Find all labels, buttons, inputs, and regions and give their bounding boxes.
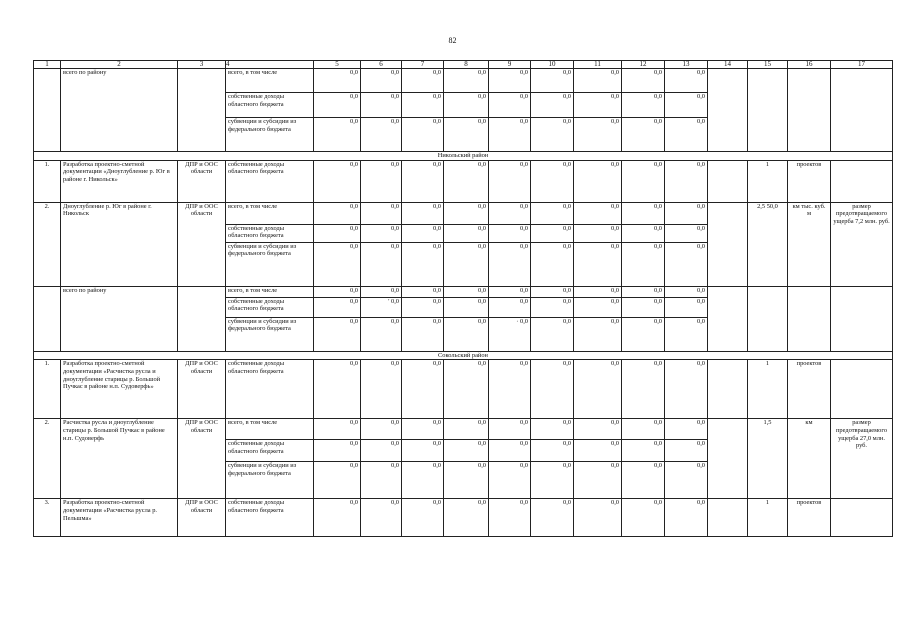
cell-value: 0,0 bbox=[361, 242, 402, 286]
row-name: Разработка проектно-сметной документации «Дноуглубление р. Юг в районе г. Никольск» bbox=[61, 160, 178, 202]
table-row bbox=[34, 360, 893, 419]
cell-value: 0,0 bbox=[622, 419, 665, 440]
row-name: Разработка проектно-сметной документации «Расчистка русла и дноуглубление старицы р. Большой Пучкас в районе н.п. Судоверфь» bbox=[61, 360, 178, 419]
cell-value: 0,0 bbox=[402, 93, 444, 118]
col-header: 8 bbox=[444, 61, 489, 69]
cell-value: 0,0 bbox=[361, 440, 402, 462]
cell-value: 0,0 bbox=[622, 69, 665, 93]
cell-value: 0,0 bbox=[574, 317, 622, 351]
section-title: Сокольский район bbox=[34, 351, 893, 360]
cell-value: 0,0 bbox=[622, 360, 665, 419]
cell-value: 0,0 bbox=[444, 118, 489, 152]
cell-value: 0,0 bbox=[574, 286, 622, 297]
cell-value: 0,0 bbox=[531, 286, 574, 297]
cell-value: 0,0 bbox=[574, 160, 622, 202]
row-number: 1. bbox=[34, 160, 61, 202]
indicator-value: 2,5 50,0 bbox=[748, 202, 788, 286]
cell-value: 0,0 bbox=[574, 419, 622, 440]
col-header: 5 bbox=[314, 61, 361, 69]
cell-value: 0,0 bbox=[489, 160, 531, 202]
cell-value: 0,0 bbox=[314, 360, 361, 419]
finance-source: субвенции и субсидии из федерального бюджета bbox=[226, 118, 314, 152]
table-row bbox=[34, 202, 893, 224]
cell-value: 0,0 bbox=[665, 462, 708, 499]
cell-value: 0,0 bbox=[444, 317, 489, 351]
cell-value: 0,0 bbox=[361, 419, 402, 440]
row-name: Расчистка русла и дноуглубление старицы р. Большой Пучкас в районе н.п. Судоверфь bbox=[61, 419, 178, 499]
col-header: 12 bbox=[622, 61, 665, 69]
cell-value: 0,0 bbox=[574, 360, 622, 419]
finance-source: собственные доходы областного бюджета bbox=[226, 499, 314, 537]
cell-value: 0,0 bbox=[314, 317, 361, 351]
cell-value: 0,0 bbox=[402, 499, 444, 537]
cell-value: 0,0 bbox=[622, 462, 665, 499]
table-row bbox=[34, 69, 893, 93]
cell-value: 0,0 bbox=[622, 93, 665, 118]
cell-value: ' 0,0 bbox=[361, 297, 402, 317]
cell-value: 0,0 bbox=[402, 202, 444, 224]
cell-value: 0,0 bbox=[622, 317, 665, 351]
col-header: 1 bbox=[34, 61, 61, 69]
cell-value: 0,0 bbox=[314, 93, 361, 118]
cell-value: 0,0 bbox=[402, 462, 444, 499]
cell-value: 0,0 bbox=[444, 297, 489, 317]
column-number-row bbox=[34, 61, 893, 69]
cell-value: 0,0 bbox=[622, 286, 665, 297]
indicator-value: 1 bbox=[748, 499, 788, 537]
executor: ДПР и ООС области bbox=[178, 202, 226, 286]
cell-value: 0,0 bbox=[574, 224, 622, 242]
cell-value: 0,0 bbox=[402, 69, 444, 93]
cell-value: 0,0 bbox=[444, 69, 489, 93]
section-row bbox=[34, 152, 893, 161]
col-header: 14 bbox=[708, 61, 748, 69]
table-row bbox=[34, 499, 893, 537]
cell-value: 0,0 bbox=[444, 462, 489, 499]
cell-value: 0,0 bbox=[665, 242, 708, 286]
cell-value: 0,0 bbox=[444, 202, 489, 224]
cell-value: 0,0 bbox=[361, 286, 402, 297]
col-header: 7 bbox=[402, 61, 444, 69]
row-name: Дноуглубление р. Юг в районе г. Никольск bbox=[61, 202, 178, 286]
cell-value: 0,0 bbox=[314, 69, 361, 93]
cell-value: 0,0 bbox=[402, 160, 444, 202]
cell-value: 0,0 bbox=[622, 242, 665, 286]
finance-source: всего, в том числе bbox=[226, 419, 314, 440]
indicator-note: размер предотвращаемого ущерба 7,2 млн. руб. bbox=[831, 202, 893, 286]
cell-value: 0,0 bbox=[665, 160, 708, 202]
cell-value: 0,0 bbox=[444, 360, 489, 419]
cell-value: 0,0 bbox=[489, 118, 531, 152]
cell-value: 0,0 bbox=[361, 224, 402, 242]
table-row bbox=[34, 160, 893, 202]
row-name: всего по району bbox=[61, 286, 178, 351]
finance-source: всего, в том числе bbox=[226, 286, 314, 297]
cell-value: 0,0 bbox=[361, 202, 402, 224]
cell-value: 0,0 bbox=[622, 440, 665, 462]
indicator-unit: км bbox=[788, 419, 831, 499]
cell-value: 0,0 bbox=[402, 419, 444, 440]
cell-value: 0,0 bbox=[489, 69, 531, 93]
cell-value: 0,0 bbox=[665, 224, 708, 242]
cell-value: 0,0 bbox=[489, 224, 531, 242]
cell-value: 0,0 bbox=[665, 499, 708, 537]
cell-value: 0,0 bbox=[531, 317, 574, 351]
indicator-value: 1 bbox=[748, 160, 788, 202]
cell-value: 0,0 bbox=[444, 286, 489, 297]
cell-value: 0,0 bbox=[489, 440, 531, 462]
row-number: 2. bbox=[34, 202, 61, 286]
cell-value: 0,0 bbox=[574, 202, 622, 224]
cell-value: 0,0 bbox=[574, 93, 622, 118]
cell-value: 0,0 bbox=[665, 419, 708, 440]
cell-value: 0,0 bbox=[361, 499, 402, 537]
col-header: 15 bbox=[748, 61, 788, 69]
cell-value: 0,0 bbox=[622, 118, 665, 152]
cell-value: 0,0 bbox=[531, 242, 574, 286]
cell-value: 0,0 bbox=[489, 93, 531, 118]
cell-value: 0,0 bbox=[665, 286, 708, 297]
executor: ДПР и ООС области bbox=[178, 360, 226, 419]
cell-value: 0,0 bbox=[444, 440, 489, 462]
finance-source: собственные доходы областного бюджета bbox=[226, 360, 314, 419]
cell-value: 0,0 bbox=[665, 360, 708, 419]
cell-value: 0,0 bbox=[444, 419, 489, 440]
row-name: Разработка проектно-сметной документации «Расчистка русла р. Пельшма» bbox=[61, 499, 178, 537]
cell-value: 0,0 bbox=[314, 440, 361, 462]
cell-value: 0,0 bbox=[444, 93, 489, 118]
cell-value: 0,0 bbox=[314, 419, 361, 440]
cell-value: 0,0 bbox=[531, 160, 574, 202]
col-header: 2 bbox=[61, 61, 178, 69]
cell-value: 0,0 bbox=[574, 462, 622, 499]
cell-value: 0,0 bbox=[574, 242, 622, 286]
finance-source: собственные доходы областного бюджета bbox=[226, 93, 314, 118]
cell-value: 0,0 bbox=[314, 118, 361, 152]
cell-value: 0,0 bbox=[665, 93, 708, 118]
cell-value: 0,0 bbox=[531, 440, 574, 462]
col-header: 17 bbox=[831, 61, 893, 69]
cell-value: 0,0 bbox=[665, 69, 708, 93]
cell-value: 0,0 bbox=[489, 360, 531, 419]
indicator-unit: проектов bbox=[788, 499, 831, 537]
finance-source: всего, в том числе bbox=[226, 69, 314, 93]
col-header: 3 bbox=[178, 61, 226, 69]
cell-value: 0,0 bbox=[489, 286, 531, 297]
finance-source: субвенции и субсидии из федерального бюджета bbox=[226, 242, 314, 286]
cell-value: 0,0 bbox=[665, 297, 708, 317]
budget-table bbox=[33, 60, 893, 537]
cell-value: 0,0 bbox=[622, 202, 665, 224]
cell-value: 0,0 bbox=[361, 462, 402, 499]
cell-value: 0,0 bbox=[531, 419, 574, 440]
cell-value: 0,0 bbox=[622, 499, 665, 537]
row-number: 3. bbox=[34, 499, 61, 537]
cell-value: 0,0 bbox=[531, 93, 574, 118]
cell-value: 0,0 bbox=[574, 69, 622, 93]
cell-value: 0,0 bbox=[314, 499, 361, 537]
cell-value: 0,0 bbox=[314, 297, 361, 317]
indicator-note: размер предотвращаемого ущерба 27,0 млн. руб. bbox=[831, 419, 893, 499]
col-header: 11 bbox=[574, 61, 622, 69]
cell-value: 0,0 bbox=[402, 224, 444, 242]
row-number: 1. bbox=[34, 360, 61, 419]
cell-value: 0,0 bbox=[361, 69, 402, 93]
cell-value: 0,0 bbox=[314, 286, 361, 297]
cell-value: · 0,0 bbox=[489, 317, 531, 351]
cell-value: 0,0 bbox=[531, 462, 574, 499]
cell-value: 0,0 bbox=[402, 297, 444, 317]
cell-value: 0,0 bbox=[531, 297, 574, 317]
finance-source: собственные доходы областного бюджета bbox=[226, 224, 314, 242]
col-header: 13 bbox=[665, 61, 708, 69]
cell-value: 0,0 bbox=[665, 317, 708, 351]
row-number: 2. bbox=[34, 419, 61, 499]
cell-value: 0,0 bbox=[489, 202, 531, 224]
cell-value: 0,0 bbox=[361, 317, 402, 351]
section-row bbox=[34, 351, 893, 360]
cell-value: 0,0 bbox=[531, 360, 574, 419]
cell-value: 0,0 bbox=[489, 462, 531, 499]
cell-value: 0,0 bbox=[574, 118, 622, 152]
cell-value: 0,0 bbox=[531, 224, 574, 242]
finance-source: субвенции и субсидии из федерального бюджета bbox=[226, 317, 314, 351]
cell-value: 0,0 bbox=[402, 360, 444, 419]
executor: ДПР и ООС области bbox=[178, 419, 226, 499]
cell-value: 0,0 bbox=[361, 360, 402, 419]
cell-value: 0,0 bbox=[574, 440, 622, 462]
cell-value: 0,0 bbox=[444, 224, 489, 242]
cell-value: 0,0 bbox=[665, 202, 708, 224]
cell-value: 0,0 bbox=[489, 242, 531, 286]
finance-source: собственные доходы областного бюджета bbox=[226, 160, 314, 202]
cell-value: 0,0 bbox=[314, 462, 361, 499]
indicator-unit: км тыс. куб. м bbox=[788, 202, 831, 286]
executor: ДПР и ООС области bbox=[178, 160, 226, 202]
cell-value: 0,0 bbox=[402, 317, 444, 351]
table-row bbox=[34, 419, 893, 440]
cell-value: 0,0 bbox=[314, 202, 361, 224]
cell-value: 0,0 bbox=[402, 286, 444, 297]
cell-value: 0,0 bbox=[531, 202, 574, 224]
cell-value: 0,0 bbox=[622, 160, 665, 202]
cell-value: 0,0 bbox=[361, 93, 402, 118]
cell-value: 0,0 bbox=[314, 160, 361, 202]
section-title: Никольский район bbox=[34, 152, 893, 161]
cell-value: 0,0 bbox=[444, 499, 489, 537]
cell-value: 0,0 bbox=[622, 297, 665, 317]
indicator-unit: проектов bbox=[788, 360, 831, 419]
row-name: всего по району bbox=[61, 69, 178, 152]
executor: ДПР и ООС области bbox=[178, 499, 226, 537]
cell-value: 0,0 bbox=[314, 242, 361, 286]
cell-value: 0,0 bbox=[402, 118, 444, 152]
finance-source: собственные доходы областного бюджета bbox=[226, 440, 314, 462]
col-header: 4 bbox=[226, 61, 314, 69]
finance-source: субвенции и субсидии из федерального бюджета bbox=[226, 462, 314, 499]
cell-value: 0,0 bbox=[489, 499, 531, 537]
cell-value: 0,0 bbox=[665, 440, 708, 462]
finance-source: всего, в том числе bbox=[226, 202, 314, 224]
indicator-value: 1 bbox=[748, 360, 788, 419]
cell-value: 0,0 bbox=[444, 242, 489, 286]
page-number: 82 bbox=[448, 36, 457, 45]
cell-value: 0,0 bbox=[489, 419, 531, 440]
col-header: 6 bbox=[361, 61, 402, 69]
cell-value: 0,0 bbox=[622, 224, 665, 242]
cell-value: 0,0 bbox=[665, 118, 708, 152]
cell-value: 0,0 bbox=[402, 242, 444, 286]
cell-value: 0,0 bbox=[531, 118, 574, 152]
col-header: 10 bbox=[531, 61, 574, 69]
cell-value: 0,0 bbox=[489, 297, 531, 317]
cell-value: 0,0 bbox=[361, 160, 402, 202]
indicator-value: 1,5 bbox=[748, 419, 788, 499]
cell-value: 0,0 bbox=[574, 297, 622, 317]
cell-value: 0,0 bbox=[444, 160, 489, 202]
cell-value: 0,0 bbox=[314, 224, 361, 242]
cell-value: 0,0 bbox=[531, 69, 574, 93]
cell-value: 0,0 bbox=[361, 118, 402, 152]
table-row bbox=[34, 286, 893, 297]
col-header: 9 bbox=[489, 61, 531, 69]
cell-value: 0,0 bbox=[531, 499, 574, 537]
cell-value: 0,0 bbox=[574, 499, 622, 537]
indicator-unit: проектов bbox=[788, 160, 831, 202]
cell-value: 0,0 bbox=[402, 440, 444, 462]
col-header: 16 bbox=[788, 61, 831, 69]
finance-source: собственные доходы областного бюджета bbox=[226, 297, 314, 317]
